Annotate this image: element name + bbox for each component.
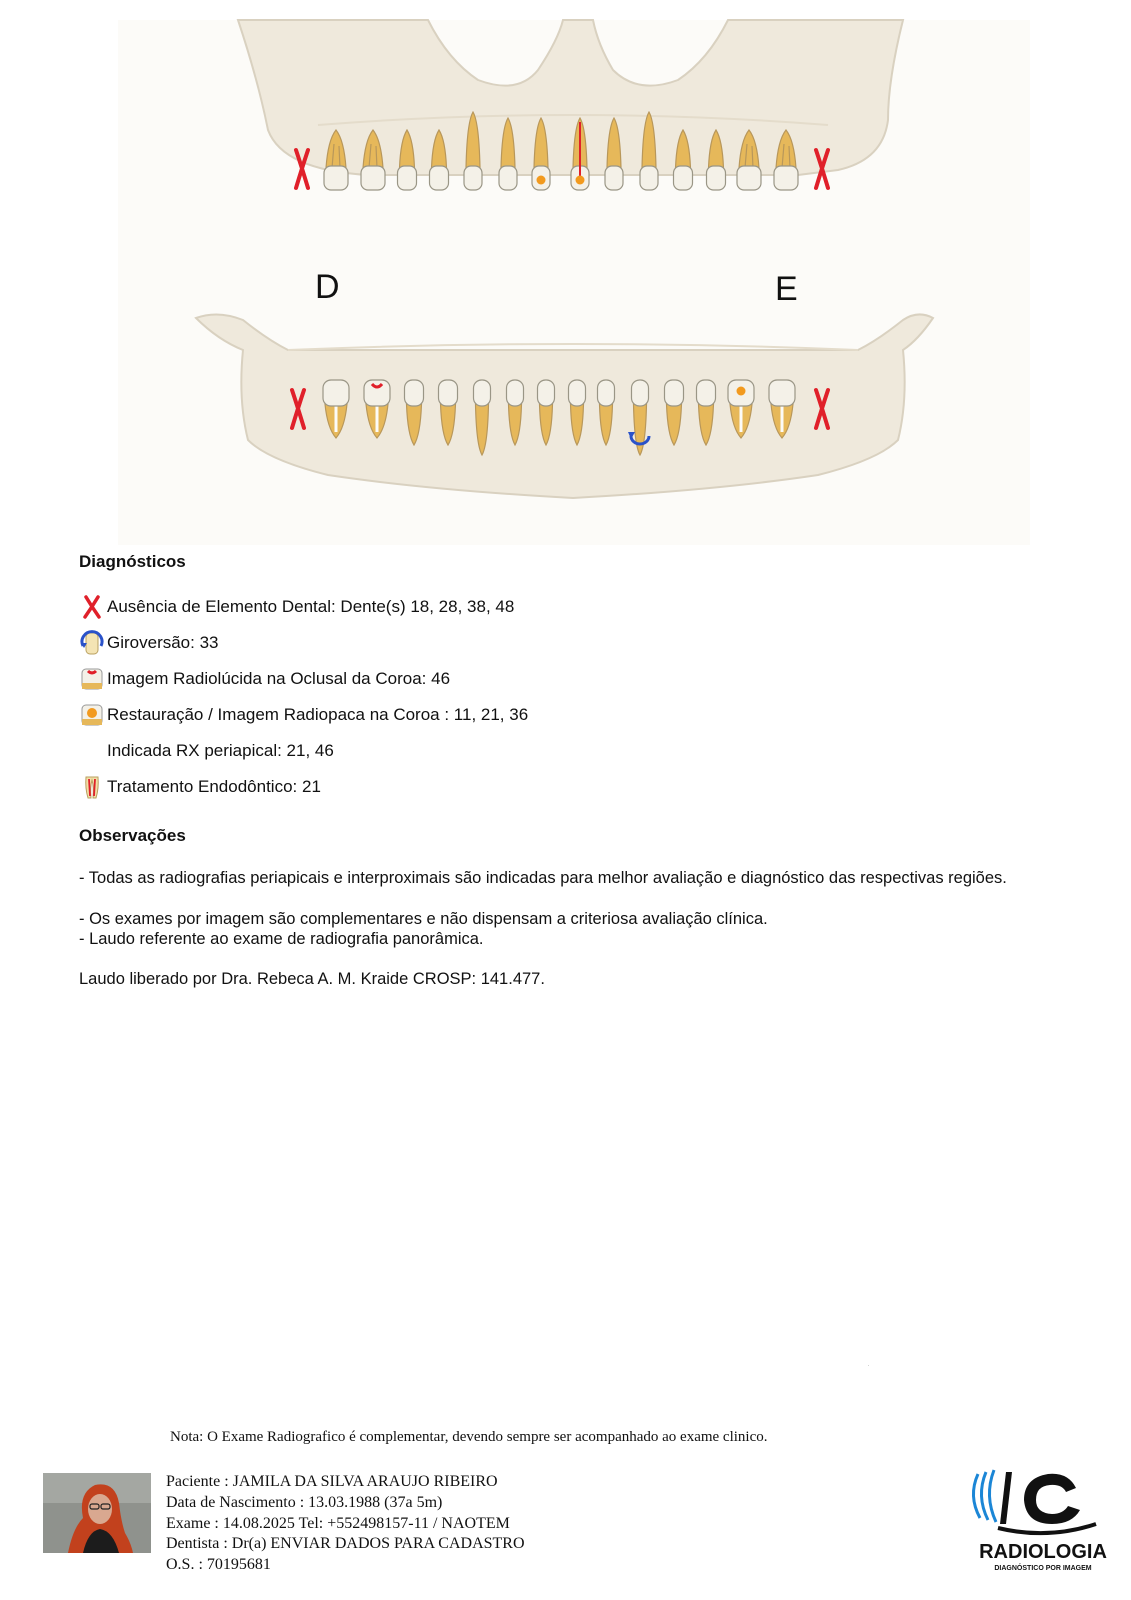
observacoes-title: Observações [79, 826, 186, 845]
diagnosis-item-restoration [79, 702, 528, 728]
giroversion-icon [79, 630, 105, 656]
patient-photo [43, 1473, 151, 1553]
diagnosis-item-rx [79, 738, 334, 764]
ic-radiologia-logo [868, 1366, 1118, 1576]
diagnosis-item-radiolucent [79, 666, 450, 692]
endodontic-icon [79, 774, 105, 800]
exam-info: Exame : 14.08.2025 Tel: +552498157-11 / NAOTEM [166, 1514, 510, 1532]
logo-subtitle: DIAGNÓSTICO POR IMAGEM [994, 1565, 1092, 1572]
observation-line-3: - Laudo referente ao exame de radiografia panorâmica. [79, 930, 484, 948]
birth-date: Data de Nascimento : 13.03.1988 (37a 5m) [166, 1493, 443, 1511]
missing-tooth-x-icon [79, 594, 105, 620]
radiolucent-crown-icon [79, 666, 105, 692]
diagnosis-text: Indicada RX periapical: 21, 46 [107, 741, 334, 760]
observation-line-1: - Todas as radiografias periapicais e interproximais são indicadas para melhor avaliação e diagnóstico das respectivas regiões. [79, 869, 1007, 887]
diagnosis-text: Giroversão: 33 [107, 633, 219, 652]
left-side-label: E [775, 270, 798, 308]
diagnosis-text: Restauração / Imagem Radiopaca na Coroa : 11, 21, 36 [107, 705, 529, 724]
diagnosticos-title: Diagnósticos [79, 552, 186, 571]
patient-info [166, 1472, 525, 1576]
restoration-crown-icon [79, 702, 105, 728]
observation-line-2: - Os exames por imagem são complementares e não dispensam a criteriosa avaliação clínica. [79, 910, 768, 928]
dental-chart [118, 20, 1030, 545]
diagnosis-text: Ausência de Elemento Dental: Dente(s) 18, 28, 38, 48 [107, 597, 515, 616]
diagnosis-item-giroversion [79, 630, 219, 656]
dentist-info: Dentista : Dr(a) ENVIAR DADOS PARA CADASTRO [166, 1535, 525, 1553]
diagnosis-item-endodontic [79, 774, 321, 800]
diagnosis-text: Tratamento Endodôntico: 21 [107, 777, 321, 796]
diagnosis-text: Imagem Radiolúcida na Oclusal da Coroa: 46 [107, 669, 451, 688]
footer-note: Nota: O Exame Radiografico é complementar, devendo sempre ser acompanhado ao exame clinico. [170, 1429, 768, 1445]
right-side-label: D [315, 268, 340, 306]
blank-icon-slot [79, 738, 105, 764]
laudo-signature: Laudo liberado por Dra. Rebeca A. M. Kraide CROSP: 141.477. [79, 970, 545, 988]
diagnosis-item-missing [79, 594, 514, 620]
logo-text: RADIOLOGIA [979, 1541, 1107, 1563]
logo-mark: IC [868, 1366, 869, 1367]
order-number: O.S. : 70195681 [166, 1556, 271, 1574]
patient-name: Paciente : JAMILA DA SILVA ARAUJO RIBEIRO [166, 1473, 498, 1490]
